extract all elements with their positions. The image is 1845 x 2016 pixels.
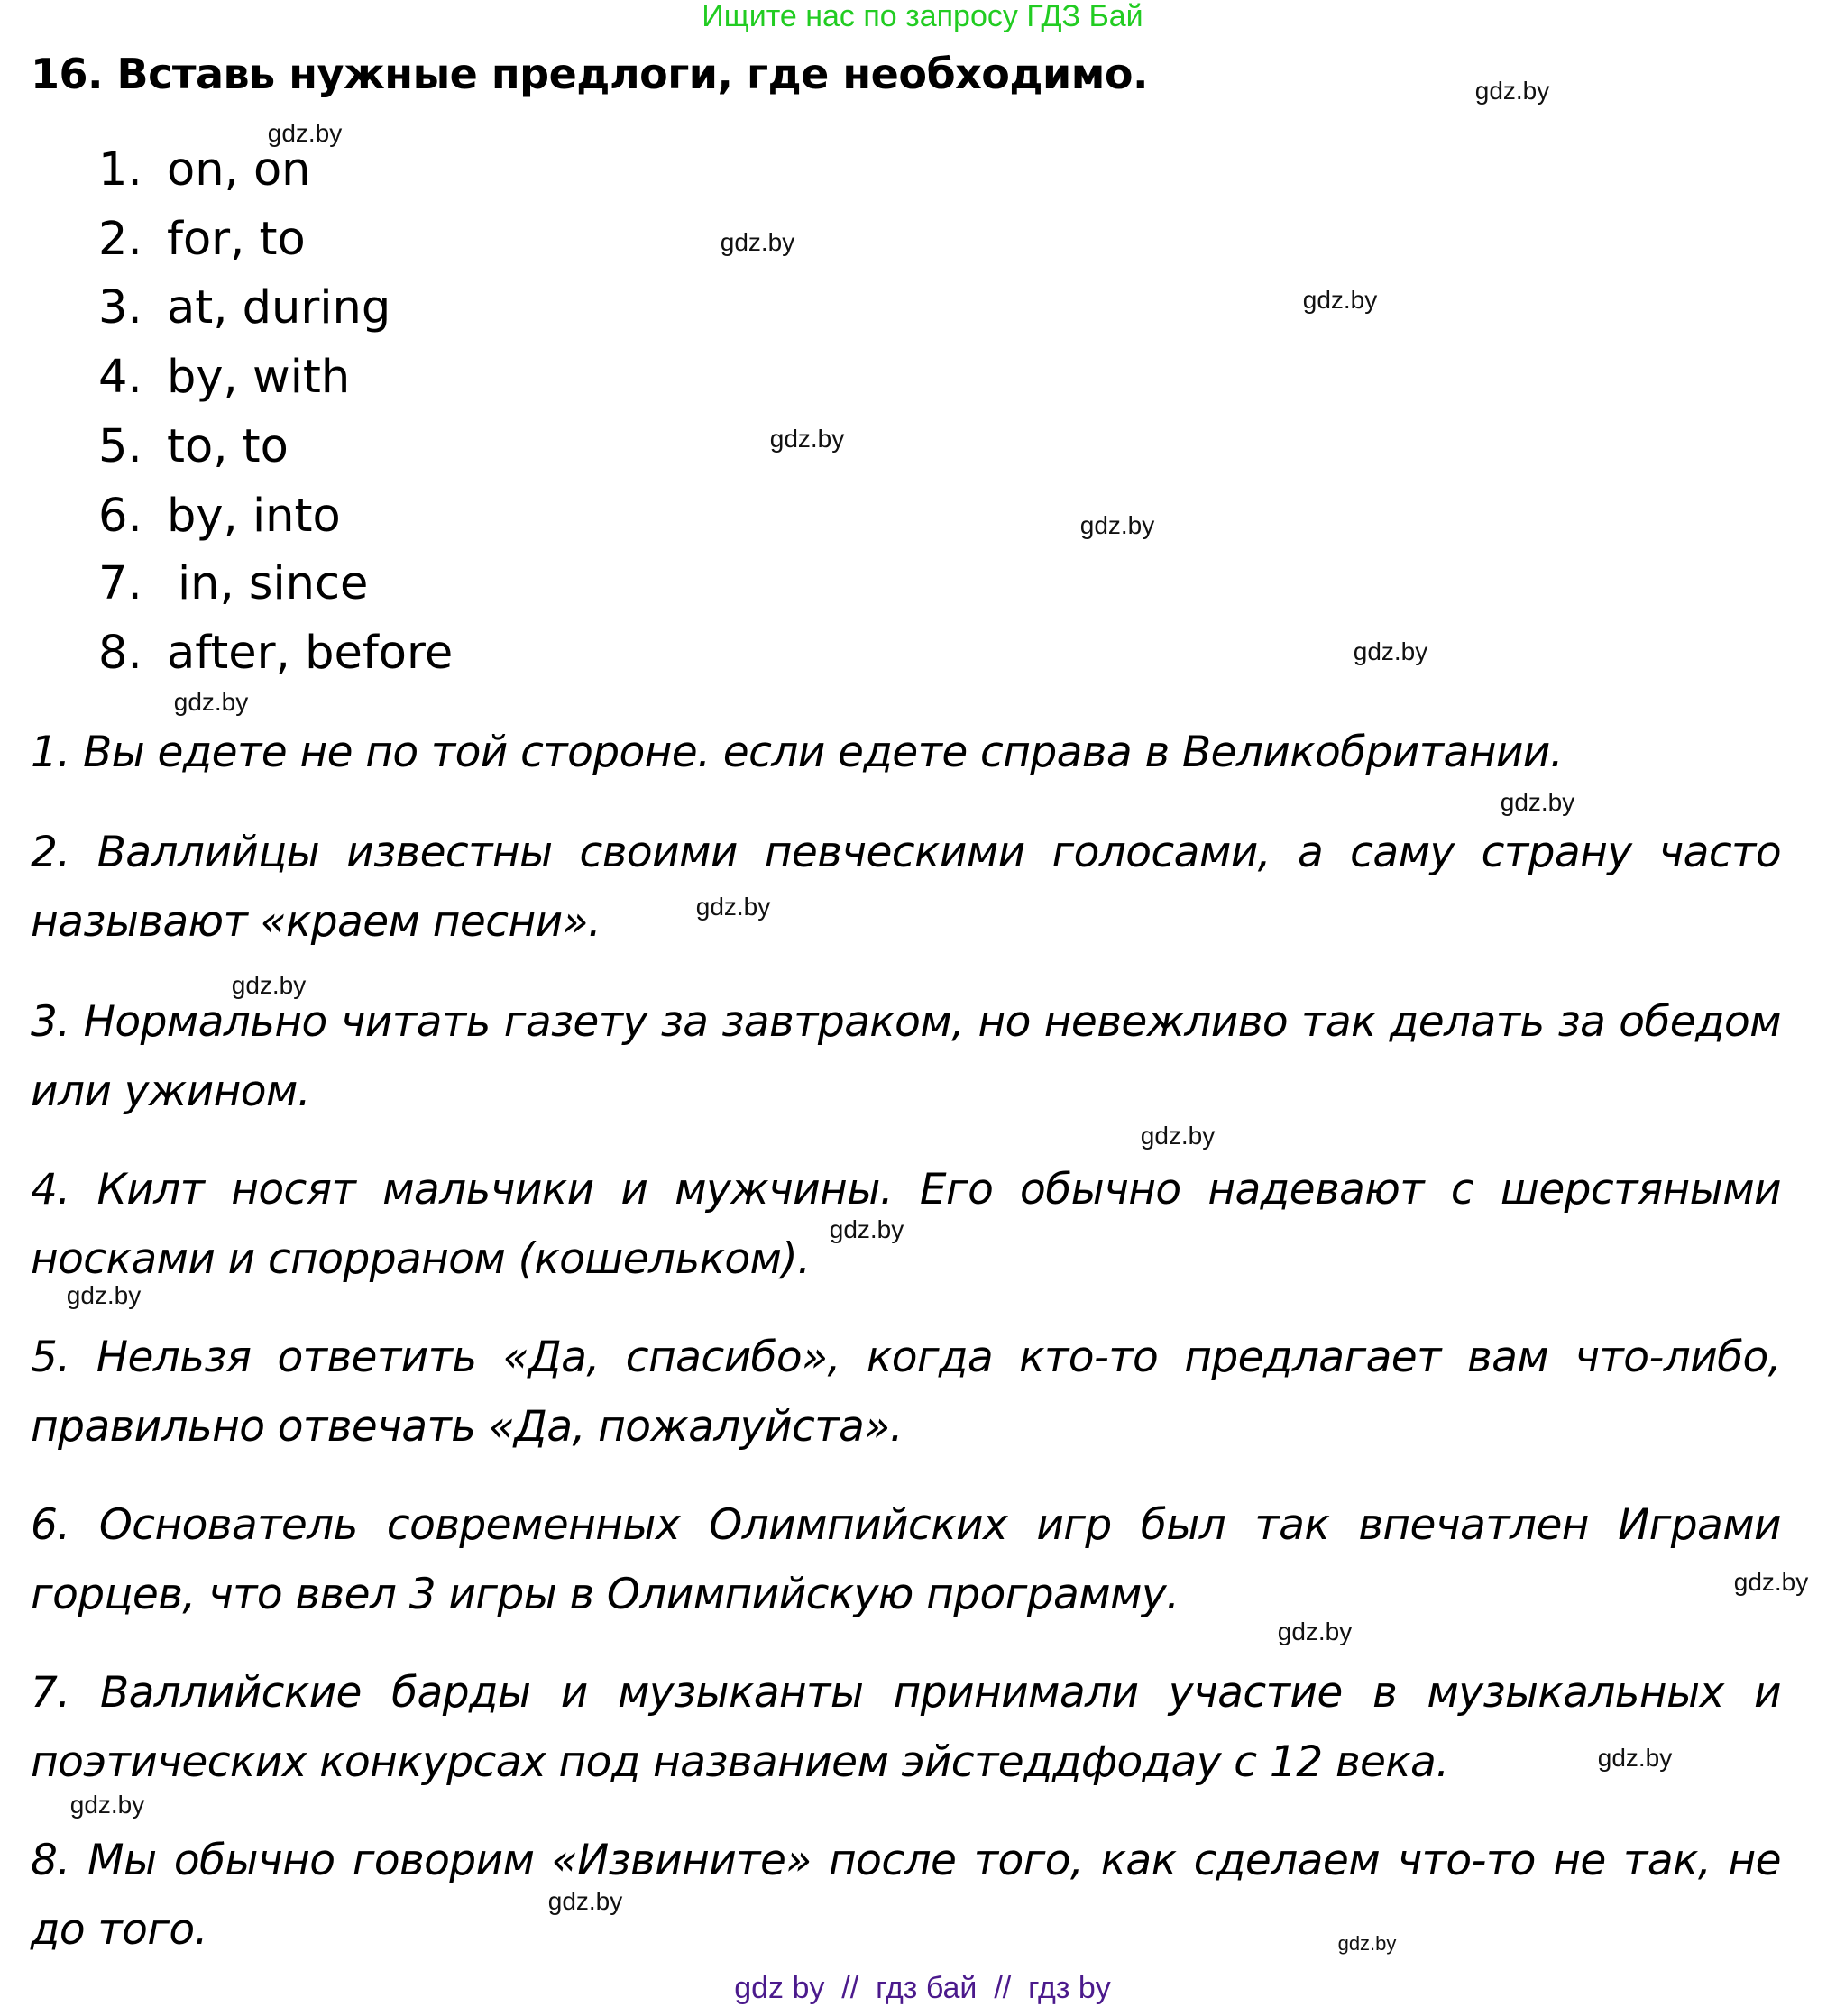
answer-number: 7. (98, 557, 142, 610)
watermark: gdz.by (173, 688, 249, 716)
watermark: gdz.by (1337, 1932, 1397, 1955)
answer-item (98, 206, 306, 274)
answer-number: 6. (98, 490, 142, 543)
answer-number: 3. (98, 281, 142, 334)
watermark: gdz.by (1597, 1744, 1673, 1772)
answer-text: by, with (167, 351, 351, 404)
watermark: gdz.by (829, 1215, 904, 1243)
translation-paragraph: 8. Мы обычно говорим «Извините» после того, как сделаем что-то не так, не до того. (31, 1836, 1781, 1955)
answer-number: 2. (98, 213, 142, 266)
answer-item (98, 413, 289, 481)
answer-text: after, before (167, 627, 454, 680)
watermark: gdz.by (1500, 788, 1575, 816)
watermark: gdz.by (1140, 1122, 1216, 1150)
answer-text: on, on (167, 143, 311, 197)
watermark: gdz.by (69, 1791, 145, 1819)
answer-text: for, to (167, 213, 306, 266)
translation-paragraph: 4. Килт носят мальчики и мужчины. Его обычно надевают с шерстяными носками и спорраном (кошельком). (31, 1165, 1781, 1284)
answer-item (98, 344, 350, 412)
watermark: gdz.by (1302, 286, 1378, 314)
translation-paragraph: 6. Основатель современных Олимпийских игр был так впечатлен Играми горцев, что ввел 3 игры в Олимпийскую программу. (31, 1500, 1781, 1619)
answer-item (98, 482, 341, 551)
watermark: gdz.by (1277, 1617, 1353, 1645)
watermark: gdz.by (1353, 637, 1428, 665)
watermark: gdz.by (720, 228, 795, 256)
answer-text: by, into (167, 490, 341, 543)
watermark: gdz.by (1079, 511, 1155, 539)
answer-text: at, during (167, 281, 391, 334)
watermark: gdz.by (267, 119, 343, 147)
watermark: gdz.by (547, 1887, 623, 1915)
watermark: gdz.by (1733, 1568, 1809, 1596)
watermark: gdz.by (231, 971, 307, 999)
answer-number: 4. (98, 351, 142, 404)
answer-text: in, since (178, 557, 369, 610)
translation-paragraph: 2. Валлийцы известны своими певческими голосами, а саму страну часто называют «краем песни». (31, 828, 1781, 947)
watermark: gdz.by (66, 1281, 142, 1309)
exercise-title: 16. Вставь нужные предлоги, где необходимо. (31, 50, 1148, 98)
answer-number: 5. (98, 420, 142, 473)
answer-item (98, 619, 453, 688)
translation-paragraph: 1. Вы едете не по той стороне. если едете справа в Великобритании. (31, 728, 1564, 777)
translation-paragraph: 5. Нельзя ответить «Да, спасибо», когда кто-то предлагает вам что-либо, правильно отвечать «Да, пожалуйста». (31, 1333, 1781, 1452)
answer-text: to, to (167, 420, 289, 473)
watermark: gdz.by (769, 425, 845, 453)
translation-paragraph: 3. Нормально читать газету за завтраком, но невежливо так делать за обедом или ужином. (31, 997, 1781, 1116)
answer-number: 8. (98, 627, 142, 680)
answer-item (98, 274, 390, 343)
footer-site-links[interactable]: gdz by // гдз бай // гдз by (734, 1971, 1111, 2005)
translation-paragraph: 7. Валлийские барды и музыканты принимали участие в музыкальных и поэтических конкурсах под названием эйстеддфодау с 12 века. (31, 1668, 1781, 1787)
search-hint-banner: Ищите нас по запросу ГДЗ Бай (702, 0, 1143, 33)
answer-number: 1. (98, 143, 142, 197)
watermark: gdz.by (1474, 77, 1550, 105)
watermark: gdz.by (695, 893, 771, 921)
answer-item (98, 550, 368, 619)
